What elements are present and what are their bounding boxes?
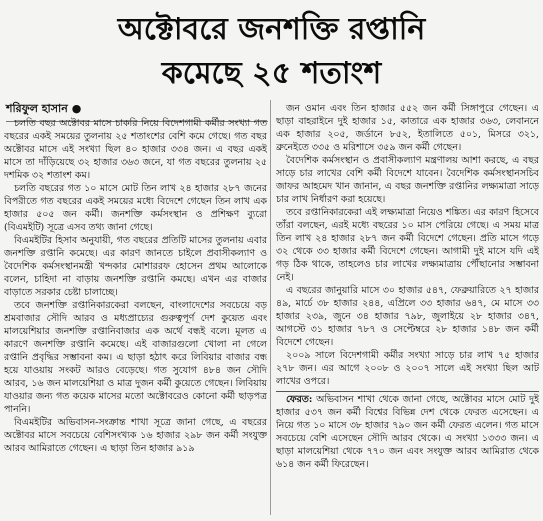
paragraph: চলতি বছর অক্টোবর মাসে চাকরি নিয়ে বিদেশগামী কর্মীর সংখ্যা গত বছরের একই সময়ের তুলনায় ২৫ শতাংশের বেশি কমে গেছে। গত বছর অক্টোবর মাসে এই সংখ্যা ছিল ৪০ হাজার ৩৩৪ জন। এ বছর একই মাসে তা দাঁড়িয়েছে ৩২ হাজার ৩৬৩ জনে, যা গত বছরের তুলনায় ২৫ দশমিক ৩২ শতাংশ কম। — [4, 118, 267, 181]
article-column-right — [276, 102, 539, 517]
return-note-text: অভিবাসন শাখা থেকে জানা গেছে, অক্টোবর মাসে মোট দুই হাজার ৫৩৭ জন কর্মী বিশ্বের বিভিন্ন দেশ থেকে ফেরত এসেছেন। এ নিয়ে গত ১০ মাসে ৩৮ হাজার ৭৯০ জন কর্মী ফেরত এলেন। গত মাসে সবচেয়ে বেশি এসেছেন সৌদি আরব থেকে। এ সংখ্যা ১৩৩৩ জন। এ ছাড়া মালয়েশিয়া থেকে ৭৭০ জন এবং সংযুক্ত আরব আমিরাত থেকে ৬১৪ জন কর্মী ফিরেছেন। — [276, 394, 539, 470]
author-name: শরিফুল হাসান — [6, 102, 68, 115]
article-column-left — [4, 117, 267, 521]
paragraph: তবে জনশক্তি রপ্তানিকারকেরা বলছেন, বাংলাদেশের সবচেয়ে বড় শ্রমবাজার সৌদি আরব ও মধ্যপ্রাচ্যের গুরুত্বপূর্ণ দেশ কুয়েত এবং মালয়েশিয়ার জনশক্তি রপ্তানিবাজার এক অর্থে বন্ধই বলে। মূলত এ কারণে জনশক্তি রপ্তানি কমেছে। এই বাজারগুলো খোলা না গেলে রপ্তানি প্রবৃদ্ধির সম্ভাবনা কম। এ ছাড়া হঠাৎ করে লিবিয়ার বাজার বন্ধ হয়ে যাওয়ায় সংকট আরও বেড়েছে। গত সুযোগ ৪৮৪ জন সৌদি আরব, ১৬ জন মালয়েশিয়া ও মাত্র দুজন কর্মী কুয়েতে গেছেন। লিবিয়ায় যাওয়ার জন্য গত কয়েক মাসের মতো অক্টোবরেও কোনো কর্মী ছাড়পত্র পাননি। — [4, 300, 267, 415]
paragraph: চলতি বছরের গত ১০ মাসে মোট তিন লাখ ২৪ হাজার ২৮৭ জনের বিপরীতে গত বছরের একই সময়ের মধ্যে বিদেশে গেছেন তিন লাখ এক হাজার ৫০৫ জন কর্মী। জনশক্তি কর্মসংস্থান ও প্রশিক্ষণ ব্যুরো (বিএমইটি) সূত্রে এসব তথ্য জানা গেছে। — [4, 183, 267, 233]
paragraph: বৈদেশিক কর্মসংস্থান ও প্রবাসীকল্যাণ মন্ত্রণালয় আশা করছে, এ বছর সাড়ে চার লাখের বেশি কর্মী বিদেশে যাবেন। বৈদেশিক কর্মসংস্থানসচিব জাফর আহমেদ খান জানান, এ বছর জনশক্তি রপ্তানির লক্ষ্যমাত্রা সাড়ে চার লাখ নির্ধারণ করা হয়েছে। — [276, 155, 539, 205]
paragraph: জন ওমান এবং তিন হাজার ৫৫২ জন কর্মী সিঙ্গাপুরে গেছেন। এ ছাড়া বাহরাইনে দুই হাজার ১৫, কাতারে এক হাজার ৩৬৩, লেবাননে এক হাজার ২০৫, জর্ডানে ৮৫২, ইতালিতে ৫০১, মিসরে ৩২১, ব্রুনেইতে ৩৩৫ ও মরিশাসে ৩৫৯ জন কর্মী গেছেন। — [276, 103, 539, 153]
headline-line-2: কমেছে ২৫ শতাংশ — [161, 56, 382, 91]
paragraph: তবে রপ্তানিকারকেরা এই লক্ষ্যমাত্রা নিয়েও শঙ্কিত। এর কারণ হিসেবে তাঁরা বলছেন, এরই মধ্যে বছরের ১০ মাস পেরিয়ে গেছে। এ সময় মাত্র তিন লাখ ২৪ হাজার ২৮৭ জন কর্মী বিদেশে গেছেন। প্রতি মাসে গড়ে ৩২ থেকে ৩৩ হাজার কর্মী বিদেশে গেছেন। আগামী দুই মাসে যদি এই গড় ঠিক থাকে, তাহলেও চার লাখের লক্ষ্যমাত্রায় পৌঁছানোর সম্ভাবনা নেই। — [276, 207, 539, 283]
paragraph: বিএমইটির হিসাব অনুযায়ী, গত বছরের প্রতিটি মাসের তুলনায় এবার জনশক্তি রপ্তানি কমেছে। এর কারণ জানতে চাইলে প্রবাসীকল্যাণ ও বৈদেশিক কর্মসংস্থানমন্ত্রী খন্দকার মোশাররফ হোসেন প্রথম আলোকে বলেন, চাহিদা না বাড়ায় জনশক্তি রপ্তানি কমছে। এখন এর বাজার বাড়াতে সরকার চেষ্টা চালাচ্ছে। — [4, 235, 267, 298]
headline-line-1: অক্টোবরে জনশক্তি রপ্তানি — [117, 12, 426, 47]
paragraph: এ বছরের জানুয়ারি মাসে ৩০ হাজার ৫৪৭, ফেব্রুয়ারিতে ২৭ হাজার ৪৯, মার্চে ৩৮ হাজার ২৪৪, এপ্রিলে ৩৩ হাজার ৬৪৭, মে মাসে ৩৩ হাজার ২৩৯, জুনে ৩৪ হাজার ৭৯৮, জুলাইয়ে ২৮ হাজার ৩৪৭, আগস্টে ৩১ হাজার ৭৮৭ ও সেপ্টেম্বরে ২৮ হাজার ১৪৮ জন কর্মী বিদেশে গেছেন। — [276, 285, 539, 348]
headline — [0, 8, 543, 96]
byline-dot-icon: ● — [71, 102, 82, 115]
column-divider — [270, 100, 271, 515]
paragraph: ২০০৯ সালে বিদেশগামী কর্মীর সংখ্যা সাড়ে চার লাখ ৭৫ হাজার ২৭৮ জন। এর আগে ২০০৮ ও ২০০৭ সালে এই সংখ্যা ছিল আট লাখের ওপরে। — [276, 350, 539, 387]
paragraph: বিএমইটির অভিবাসন-সংক্রান্ত শাখা সূত্রে জানা গেছে, এ বছরের অক্টোবর মাসে সবচেয়ে বেশিসংখ্যক ১৬ হাজার ২৯৮ জন কর্মী সংযুক্ত আরব আমিরাতে গেছেন। এ ছাড়া তিন হাজার ৯১৯ — [4, 417, 267, 454]
return-note-label: ফেরত: — [286, 394, 313, 405]
return-note — [276, 391, 539, 471]
